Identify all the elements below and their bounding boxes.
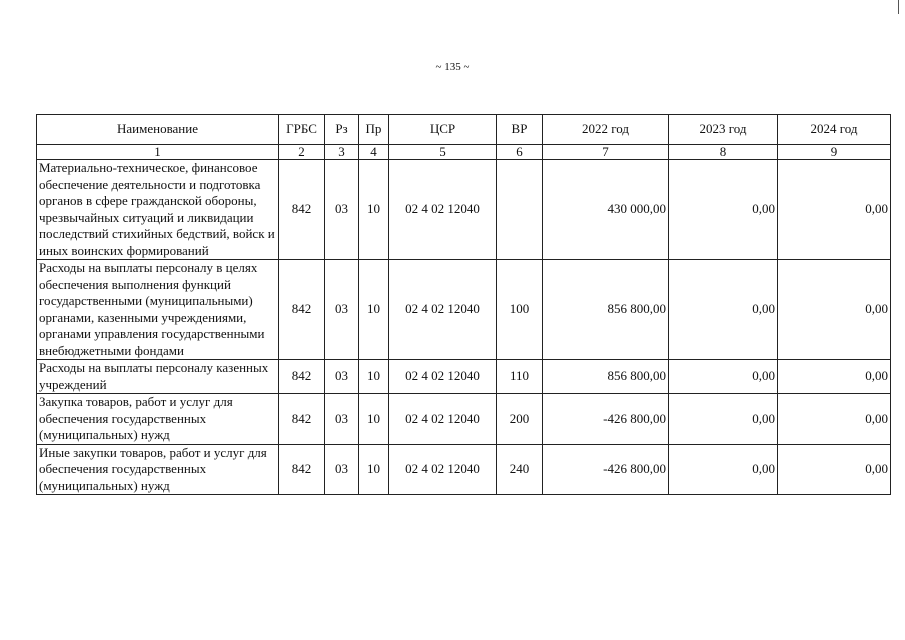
budget-table (36, 114, 891, 495)
column-number: 5 (389, 145, 497, 160)
row-2023: 0,00 (669, 394, 778, 445)
row-grbs: 842 (279, 444, 325, 495)
header-pr: Пр (359, 115, 389, 145)
row-rz: 03 (325, 160, 359, 260)
table-row (37, 260, 891, 360)
header-2023: 2023 год (669, 115, 778, 145)
row-2024: 0,00 (778, 260, 891, 360)
row-pr: 10 (359, 160, 389, 260)
row-2023: 0,00 (669, 444, 778, 495)
page-edge-mark (898, 0, 899, 14)
header-name: Наименование (37, 115, 279, 145)
row-2022: -426 800,00 (543, 444, 669, 495)
row-name: Закупка товаров, работ и услуг для обеспечения государственных (муниципальных) нужд (37, 394, 279, 445)
row-2023: 0,00 (669, 160, 778, 260)
row-2024: 0,00 (778, 444, 891, 495)
table-row (37, 360, 891, 394)
row-2023: 0,00 (669, 360, 778, 394)
row-name: Расходы на выплаты персоналу казенных учреждений (37, 360, 279, 394)
column-number: 8 (669, 145, 778, 160)
header-2022: 2022 год (543, 115, 669, 145)
row-grbs: 842 (279, 394, 325, 445)
row-vr: 100 (497, 260, 543, 360)
row-csr: 02 4 02 12040 (389, 394, 497, 445)
row-2024: 0,00 (778, 394, 891, 445)
row-2024: 0,00 (778, 360, 891, 394)
row-rz: 03 (325, 394, 359, 445)
row-pr: 10 (359, 444, 389, 495)
table-row (37, 160, 891, 260)
row-grbs: 842 (279, 260, 325, 360)
row-csr: 02 4 02 12040 (389, 444, 497, 495)
row-vr: 200 (497, 394, 543, 445)
row-pr: 10 (359, 360, 389, 394)
row-vr: 240 (497, 444, 543, 495)
row-grbs: 842 (279, 160, 325, 260)
header-grbs: ГРБС (279, 115, 325, 145)
row-csr: 02 4 02 12040 (389, 360, 497, 394)
row-2022: 856 800,00 (543, 260, 669, 360)
row-csr: 02 4 02 12040 (389, 160, 497, 260)
header-csr: ЦСР (389, 115, 497, 145)
column-number: 9 (778, 145, 891, 160)
row-pr: 10 (359, 394, 389, 445)
header-vr: ВР (497, 115, 543, 145)
column-number: 2 (279, 145, 325, 160)
column-number: 4 (359, 145, 389, 160)
row-vr (497, 160, 543, 260)
row-vr: 110 (497, 360, 543, 394)
column-number: 7 (543, 145, 669, 160)
row-name: Материально-техническое, финансовое обеспечение деятельности и подготовка органов в сфере гражданской обороны, чрезвычайных ситуаций и ликвидации последствий стихийных бедствий, войск и иных воинских формирований (37, 160, 279, 260)
row-csr: 02 4 02 12040 (389, 260, 497, 360)
header-2024: 2024 год (778, 115, 891, 145)
column-number: 3 (325, 145, 359, 160)
column-number: 1 (37, 145, 279, 160)
row-pr: 10 (359, 260, 389, 360)
row-grbs: 842 (279, 360, 325, 394)
row-2023: 0,00 (669, 260, 778, 360)
header-rz: Рз (325, 115, 359, 145)
row-rz: 03 (325, 360, 359, 394)
row-2024: 0,00 (778, 160, 891, 260)
table-row (37, 444, 891, 495)
row-name: Расходы на выплаты персоналу в целях обеспечения выполнения функций государственными (муниципальными) органами, казенными учреждениями, органами управления государственными внебюджетными фондами (37, 260, 279, 360)
column-number: 6 (497, 145, 543, 160)
column-number-row (37, 145, 891, 160)
page-number: ~ 135 ~ (435, 61, 470, 73)
header-row (37, 115, 891, 145)
row-2022: 856 800,00 (543, 360, 669, 394)
table-row (37, 394, 891, 445)
row-2022: -426 800,00 (543, 394, 669, 445)
row-name: Иные закупки товаров, работ и услуг для обеспечения государственных (муниципальных) нужд (37, 444, 279, 495)
row-rz: 03 (325, 260, 359, 360)
row-2022: 430 000,00 (543, 160, 669, 260)
row-rz: 03 (325, 444, 359, 495)
